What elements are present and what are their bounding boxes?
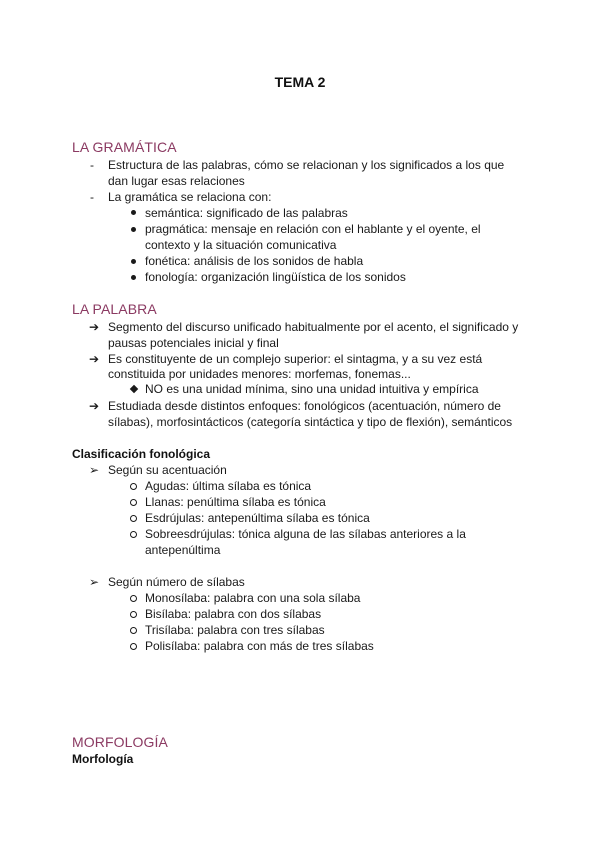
heading-morfologia: MORFOLOGÍA (72, 734, 168, 750)
gramatica-item-1-line-1: Estructura de las palabras, cómo se relacionan y los significados a los que (108, 158, 505, 172)
arrow-marker-icon: ➔ (89, 320, 100, 334)
bullet-dot-icon (131, 275, 136, 280)
hollow-bullet-icon (130, 515, 137, 522)
bullet-dot-icon (131, 227, 136, 232)
chevron-marker-icon: ➢ (89, 575, 100, 589)
hollow-bullet-icon (130, 595, 137, 602)
subheading-morfologia: Morfología (72, 752, 134, 766)
hollow-bullet-icon (130, 611, 137, 618)
palabra-item-1-line-1: Segmento del discurso unificado habitualmente por el acento, el significado y (108, 320, 519, 334)
clasif-bisilaba: Bisílaba: palabra con dos sílabas (145, 607, 322, 621)
clasif-sobreesdrujulas-line-1: Sobreesdrújulas: tónica alguna de las sílabas anteriores a la (145, 527, 466, 541)
heading-gramatica: LA GRAMÁTICA (72, 139, 177, 155)
palabra-item-3-line-1: Estudiada desde distintos enfoques: fonológicos (acentuación, número de (108, 399, 501, 413)
clasif-sobreesdrujulas-line-2: antepenúltima (145, 543, 221, 557)
hollow-bullet-icon (130, 483, 137, 490)
heading-clasificacion-fonologica: Clasificación fonológica (72, 447, 211, 461)
hollow-bullet-icon (130, 499, 137, 506)
hollow-bullet-icon (130, 643, 137, 650)
palabra-subitem: NO es una unidad mínima, sino una unidad intuitiva y empírica (145, 382, 479, 396)
palabra-item-3-line-2: sílabas), morfosintácticos (categoría sintáctica y tipo de flexión), semánticos (108, 415, 513, 429)
bullet-dot-icon (131, 210, 136, 215)
page-title: TEMA 2 (274, 74, 326, 90)
clasif-esdrujulas: Esdrújulas: antepenúltima sílaba es tónica (145, 511, 370, 525)
clasif-group-silabas: Según número de sílabas (108, 575, 245, 589)
clasif-group-acentuacion: Según su acentuación (108, 463, 227, 477)
clasif-polisilaba: Polisílaba: palabra con más de tres sílabas (145, 639, 374, 653)
gramatica-item-2: La gramática se relaciona con: (108, 190, 272, 204)
gramatica-bullet-pragmatica-line-1: pragmática: mensaje en relación con el hablante y el oyente, el (145, 222, 481, 236)
arrow-marker-icon: ➔ (89, 399, 100, 413)
heading-palabra: LA PALABRA (72, 301, 157, 317)
clasif-monosilaba: Monosílaba: palabra con una sola sílaba (145, 591, 361, 605)
bullet-dot-icon (131, 259, 136, 264)
clasif-llanas: Llanas: penúltima sílaba es tónica (145, 495, 326, 509)
dash-marker: - (90, 158, 94, 172)
hollow-bullet-icon (130, 531, 137, 538)
chevron-marker-icon: ➢ (89, 463, 100, 477)
hollow-bullet-icon (130, 627, 137, 634)
clasif-agudas: Agudas: última sílaba es tónica (145, 479, 312, 493)
gramatica-bullet-fonetica: fonética: análisis de los sonidos de habla (145, 254, 364, 268)
diamond-bullet-icon (130, 385, 138, 393)
gramatica-bullet-semantica: semántica: significado de las palabras (145, 206, 348, 220)
gramatica-item-1-line-2: dan lugar esas relaciones (108, 174, 245, 188)
arrow-marker-icon: ➔ (89, 352, 100, 366)
gramatica-bullet-pragmatica-line-2: contexto y la situación comunicativa (145, 238, 337, 252)
palabra-item-1-line-2: pausas potenciales inicial y final (108, 336, 279, 350)
palabra-item-2-line-1: Es constituyente de un complejo superior: el sintagma, y a su vez está (108, 352, 483, 366)
palabra-item-2-line-2: constituida por unidades menores: morfemas, fonemas... (108, 367, 411, 381)
dash-marker: - (90, 190, 94, 204)
clasif-trisilaba: Trisílaba: palabra con tres sílabas (145, 623, 325, 637)
gramatica-bullet-fonologia: fonología: organización lingüística de los sonidos (145, 270, 406, 284)
